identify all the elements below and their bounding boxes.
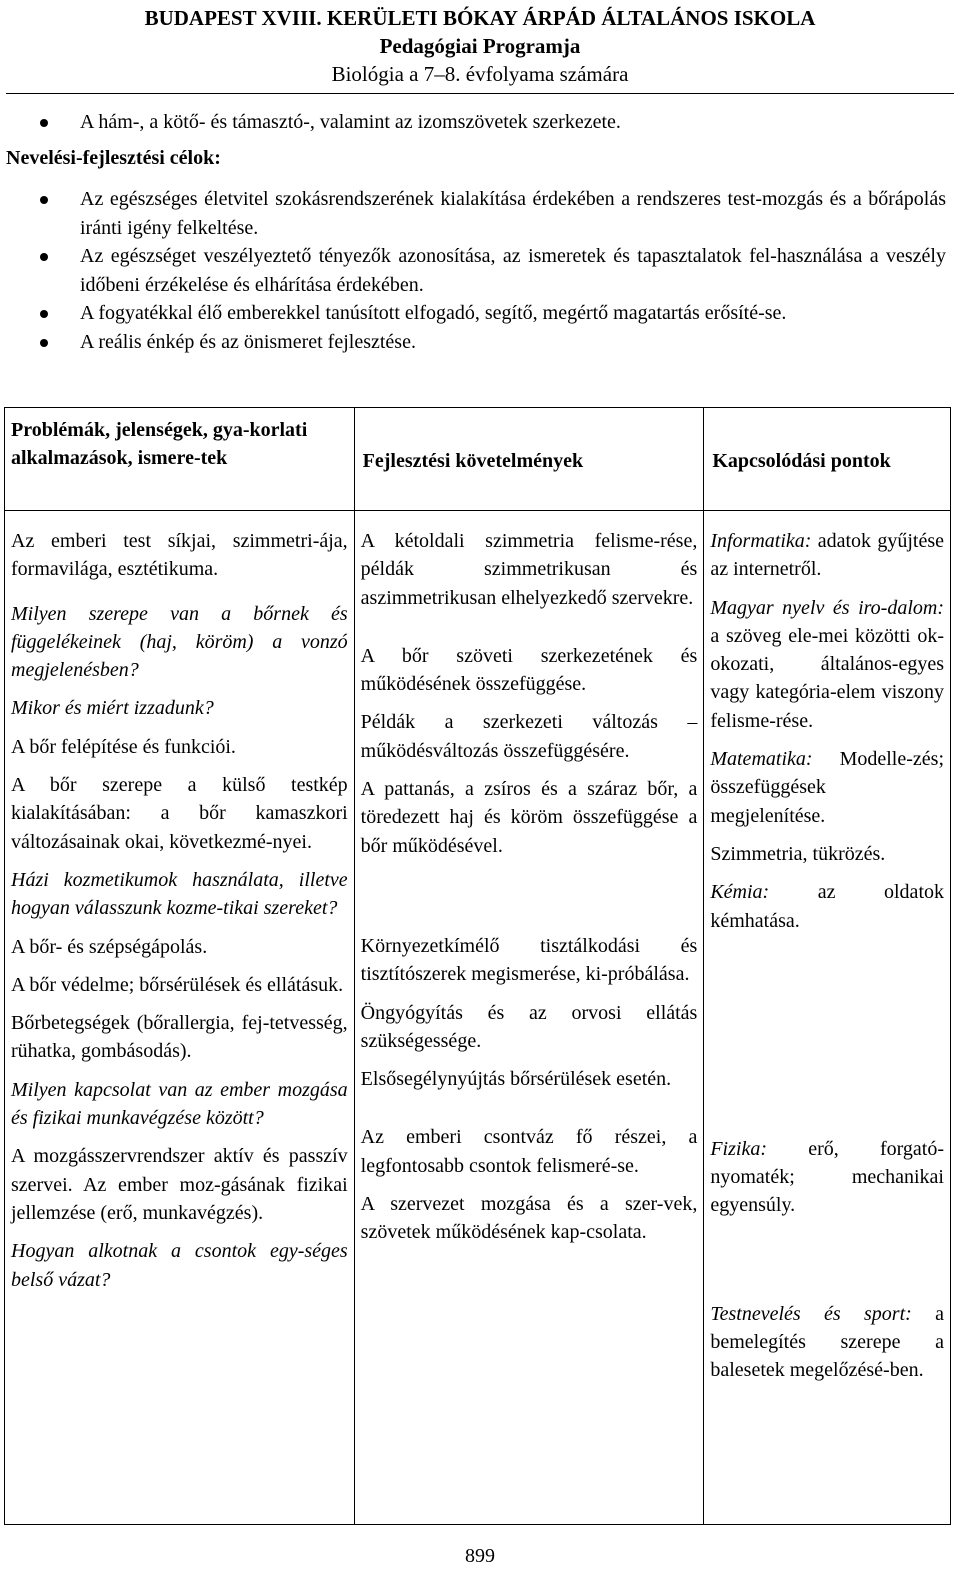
list-item: A szervezet mozgása és a szer-vek, szövetek működésének kap-csolata. [360, 1193, 698, 1244]
list-item: Fizika: erő, forgató-nyomaték; mechanikai egyensúly. [710, 1137, 944, 1217]
bullet-icon [40, 310, 48, 318]
goals-list [6, 185, 946, 356]
list-item: Elsősegélynyújtás bőrsérülések esetén. [360, 1068, 672, 1091]
list-item: Szimmetria, tükrözés. [710, 842, 886, 865]
list-item: Házi kozmetikumok használata, illetve hogyan válasszunk kozme-tikai szereket? [11, 868, 348, 920]
requirements-cell [354, 511, 704, 1525]
school-name: BUDAPEST XVIII. KERÜLETI BÓKAY ÁRPÁD ÁLTALÁNOS ISKOLA [144, 6, 816, 30]
subject-title: Biológia a 7–8. évfolyama számára [331, 62, 629, 86]
header-divider [6, 93, 954, 94]
list-item: Testnevelés és sport: a bemelegítés szerepe a balesetek megelőzésé-ben. [710, 1302, 944, 1382]
list-item: Mikor és miért izzadunk? [11, 697, 214, 720]
list-item: A pattanás, a zsíros és a száraz bőr, a töredezett haj és köröm összefüggése a bőr működésével. [360, 778, 698, 857]
table-row [5, 511, 951, 1525]
list-item: A fogyatékkal élő emberekkel tanúsított elfogadó, segítő, megértő magatartás erősíté-se. [6, 299, 946, 328]
list-item: A bőr felépítése és funkciói. [11, 735, 236, 758]
table-header-row [5, 408, 951, 511]
list-item: A mozgásszervrendszer aktív és passzív szervei. Az ember moz-gásának fizikai jellemzése (erő, munkavégzés). [11, 1145, 348, 1224]
page-number: 899 [465, 1545, 495, 1567]
column-header-requirements: Fejlesztési követelmények [354, 408, 704, 511]
list-item: Informatika: adatok gyűjtése az internetről. [710, 530, 944, 581]
list-item: Matematika: Modelle-zés; összefüggések megjelenítése. [710, 748, 944, 827]
list-item: Az emberi test síkjai, szimmetri-ája, formavilága, esztétikuma. [11, 530, 348, 581]
list-item: Kémia: az oldatok kémhatása. [710, 881, 944, 932]
list-item: Az emberi csontváz fő részei, a legfontosabb csontok felismeré-se. [360, 1126, 698, 1177]
intro-section [6, 108, 946, 356]
list-item: A reális énkép és az önismeret fejlesztése. [6, 328, 946, 357]
column-header-problems: Problémák, jelenségek, gya-korlati alkalmazások, ismere-tek [5, 408, 355, 511]
list-item: Környezetkímélő tisztálkodási és tisztítószerek megismerése, ki-próbálása. [360, 934, 698, 986]
program-title: Pedagógiai Programja [379, 34, 581, 58]
list-item: Magyar nyelv és iro-dalom: a szöveg ele-mei közötti ok-okozati, általános-egyes vagy kategória-elem viszony felisme-rése. [710, 596, 944, 732]
goals-heading: Nevelési-fejlesztési célok: [6, 146, 221, 169]
list-item: Az egészséget veszélyeztető tényezők azonosítása, az ismeretek és tapasztalatok fel-használása a veszély időbeni érzékelése és elhárítása érdekében. [6, 242, 946, 299]
bullet-icon [40, 339, 48, 347]
list-item: A bőr szerepe a külső testkép kialakításában: a bőr kamaszkori változásainak okai, következmé-nyei. [11, 774, 348, 853]
list-item: Példák a szerkezeti változás – működésváltozás összefüggésére. [360, 711, 698, 762]
column-header-connections: Kapcsolódási pontok [704, 408, 951, 511]
list-item: Öngyógyítás és az orvosi ellátás szükségessége. [360, 1001, 698, 1052]
bullet-icon [40, 119, 48, 127]
list-item: A bőr szöveti szerkezetének és működésének összefüggése. [360, 644, 698, 696]
list-item: A hám-, a kötő- és támasztó-, valamint az izomszövetek szerkezete. [6, 108, 946, 137]
list-item: Milyen szerepe van a bőrnek és függelékeinek (haj, köröm) a vonzó megjelenésben? [11, 602, 348, 682]
list-item: Hogyan alkotnak a csontok egy-séges belső vázat? [11, 1240, 348, 1291]
connections-cell [704, 511, 951, 1525]
list-item: A bőr védelme; bőrsérülések és ellátásuk. [11, 973, 344, 996]
list-item: A kétoldali szimmetria felisme-rése, példák szimmetrikusan és aszimmetrikusan elhelyezkedő szervekre. [360, 530, 698, 609]
list-item: Bőrbetegségek (bőrallergia, fej-tetvesség, rühatka, gombásodás). [11, 1012, 348, 1063]
list-item: Milyen kapcsolat van az ember mozgása és fizikai munkavégzése között? [11, 1078, 348, 1130]
bullet-icon [40, 196, 48, 204]
list-item: Az egészséges életvitel szokásrendszerének kialakítása érdekében a rendszeres test-mozgás és a bőrápolás iránti igény felkeltése. [6, 185, 946, 242]
problems-cell [5, 511, 355, 1525]
bullet-icon [40, 253, 48, 261]
curriculum-table [4, 407, 951, 1525]
list-item: A bőr- és szépségápolás. [11, 935, 208, 958]
page-header [0, 0, 960, 88]
